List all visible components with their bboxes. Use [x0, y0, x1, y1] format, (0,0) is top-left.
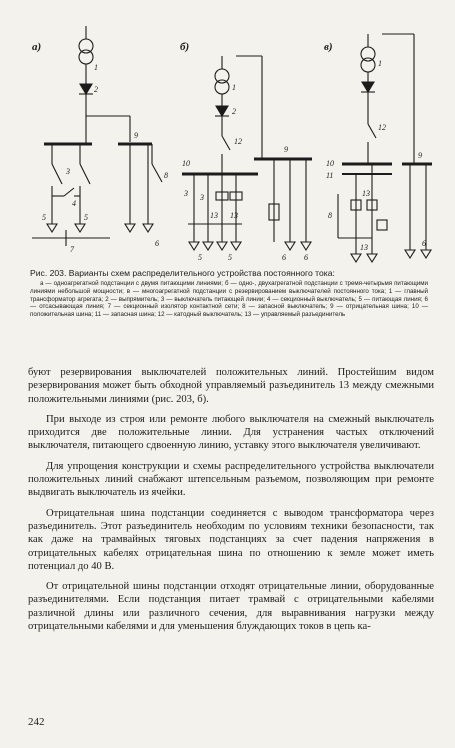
paragraph: При выходе из строя или ремонте любого выключателя на смежный выключатель приходится две положительные линии. Для устранения частых отключений выключателя, питающего сдвоенную линию, уставку этого выключателя увеличивают. [28, 413, 434, 452]
label-b-3a: 3 [184, 189, 188, 198]
caption-title: Рис. 203. Варианты схем распределительного устройства постоянного тока: [30, 268, 335, 278]
label-a-9: 9 [134, 131, 138, 140]
label-b-5b: 5 [228, 253, 232, 262]
label-b-5a: 5 [198, 253, 202, 262]
circuit-diagram [22, 24, 434, 264]
label-a-4: 4 [72, 199, 76, 208]
paragraph: буют резервирования выключателей положительных линий. Простейшим видом резервирования может быть обходной управляемый разъединитель 13 между смежными положительными линиями (рис. 203, б). [28, 367, 434, 405]
panel-label-a: а) [32, 41, 42, 53]
circuit-diagram-figure [22, 24, 434, 264]
label-a-5a: 5 [42, 213, 46, 222]
label-b-3b: 3 [200, 193, 204, 202]
label-c-10: 10 [326, 159, 334, 168]
label-c-9: 9 [418, 151, 422, 160]
label-b-1: 1 [232, 83, 236, 92]
label-c-1: 1 [378, 59, 382, 68]
label-c-11: 11 [326, 171, 334, 180]
label-b-12: 12 [234, 137, 242, 146]
label-a-6: 6 [155, 239, 159, 248]
label-c-13a: 13 [362, 189, 370, 198]
page-number: 242 [28, 716, 45, 728]
panel-label-b: б) [180, 41, 190, 53]
label-b-6a: 6 [282, 253, 286, 262]
label-b-6b: 6 [304, 253, 308, 262]
label-a-7: 7 [70, 245, 74, 254]
label-a-3: 3 [66, 167, 70, 176]
label-b-10: 10 [182, 159, 190, 168]
paragraph: От отрицательной шины подстанции отходят отрицательные линии, оборудованные разъединителями. Если подстанция питает трамвай с отрицательными кабелями различной длины или различного сечения, для выравнивания нагрузки между отрицательными кабелями и для уменьшения блуждающих токов в цепь ка- [28, 581, 434, 633]
body-text [28, 366, 434, 640]
caption-legend: а — одноагрегатной подстанции с двумя питающими линиями; б — одно-, двухагрегатной подстанции с тремя-четырьмя питающими линиями небольшой мощности; в — многоагрегатной подстанции с резервированием выключателей постоянного тока; 1 — главный трансформатор агрегата; 2 — выпрямитель; 3 — выключатель питающей линии; 4 — секционный выключатель; 5 — питающая линия; 6 — отсасывающая линия; 7 — секционный изолятор контактной сети; 8 — запасной выключатель; 9 — отрицательная шина; 10 — положительная шина; 11 — запасная шина; 12 — катодный выключатель; 13 — управляемый разъединитель [30, 280, 428, 319]
label-b-9: 9 [284, 145, 288, 154]
paragraph: Для упрощения конструкции и схемы распределительного устройства выключатели положительных линий снабжают штепсельным разъемом, позволяющим при ремонте выдвигать выключатель из ячейки. [28, 460, 434, 499]
diagram-panel-c [324, 34, 432, 262]
label-c-12: 12 [378, 123, 386, 132]
label-a-1: 1 [94, 63, 98, 72]
label-b-13b: 13 [230, 211, 238, 220]
label-a-8: 8 [164, 171, 168, 180]
label-c-6: 6 [422, 239, 426, 248]
diagram-panel-b [180, 41, 312, 262]
diagram-panel-a [32, 26, 168, 254]
label-b-13a: 13 [210, 211, 218, 220]
label-c-13b: 13 [360, 243, 368, 252]
panel-label-c: в) [324, 41, 333, 53]
label-a-2: 2 [94, 85, 98, 94]
paragraph: Отрицательная шина подстанции соединяется с выводом трансформатора через разъединитель. Этот разъединитель необходим по условиям техники безопасности, так как даже на трамвайных тяговых подстанциях за счет падения напряжения в отрицательных кабелях отрицательная шина по отношению к земле может иметь потенциал до 40 В. [28, 507, 434, 572]
label-b-2: 2 [232, 107, 236, 116]
label-a-5b: 5 [84, 213, 88, 222]
figure-caption [30, 268, 428, 319]
label-c-8: 8 [328, 211, 332, 220]
